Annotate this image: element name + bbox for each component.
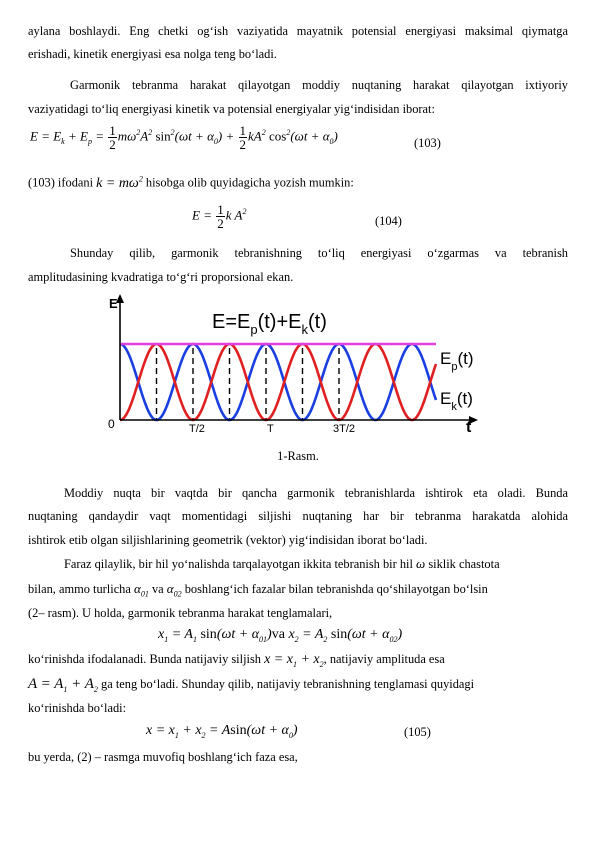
figure-title-formula: $E=E_p(t)+E_k(t)$ (212, 311, 327, 337)
equation-103-number: (103) (414, 136, 441, 150)
origin-label: 0 (108, 417, 115, 431)
text-line-11: Faraz qilaylik, bir hil yo‘nalishda tarqalayotgan ikkita tebranish bir hil ω siklik chastota (64, 556, 500, 571)
text-line-1: aylana boshlaydi. Eng chetki og‘ish vaziyatida mayatnik potensial energiyasi maksimal qiymatga (28, 24, 568, 38)
ep-curve (120, 344, 436, 420)
y-axis-label: E (109, 296, 118, 311)
text-line-12: bilan, ammo turlicha $\alpha_{01}$ va $\alpha_{02}$ boshlang‘ich fazalar bilan tebranishda qo‘shilayotgan bo‘lsin (28, 581, 488, 599)
equation-105: $x = x_1 + x_2 = Asin(\omega t + \alpha_0)$ (146, 723, 298, 740)
equation-103: $E = E_k + E_p$ = $\frac{1}{2}$ $m\omega^2A^2$ $\sin^2(\omega t + \alpha_0)$ + $\frac{1}{2}$ $kA^2$ $\cos^2(\omega t + \alpha_0)$ (30, 123, 338, 152)
text-line-4: vaziyatidagi to‘liq energiyasi kinetik va potensial energiyalar yig‘indisidan iborat: (28, 102, 435, 116)
equation-104-number: (104) (375, 214, 402, 228)
equation-x1-x2: $x_1 = A_1$ $\sin(\omega t + \alpha_{01})va$ $x_2 = A_2$ $\sin(\omega t + \alpha_{02})$ (158, 627, 403, 644)
energy-figure (106, 292, 486, 432)
tick-label-three-half-period: 3T/2 (333, 423, 356, 432)
text-line-3: Garmonik tebranma harakat qilayotgan moddiy nuqtaning harakat qilayotgan ixtiyoriy (70, 78, 568, 92)
text-line-14: ko‘rinishda ifodalanadi. Bunda natijaviy siljish $x = x_1 + x_2$, natijaviy amplituda esa (28, 652, 445, 669)
tick-label-period: T (267, 423, 274, 432)
text-line-13: (2– rasm). U holda, garmonik tebranma harakat tenglamalari, (28, 606, 333, 620)
text-line-8: Moddiy nuqta bir vaqtda bir qancha garmonik tebranishlarda ishtirok eta oladi. Bunda (64, 486, 568, 500)
equation-105-number: (105) (404, 725, 431, 739)
legend-ek: $E_k(t)$ (440, 389, 473, 413)
text-line-2: erishadi, kinetik energiyasi esa nolga teng bo‘ladi. (28, 47, 277, 61)
text-line-15: $A = A_1 + A_2$ ga teng bo‘ladi. Shunday qilib, natijaviy tebranishning tenglamasi quyidagi (28, 676, 475, 694)
text-line-17: bu yerda, (2) – rasmga muvofiq boshlang‘ich faza esa, (28, 750, 298, 764)
ek-curve (120, 344, 436, 420)
text-line-16: ko‘rinishda bo‘ladi: (28, 701, 127, 715)
text-line-6: Shunday qilib, garmonik tebranishning to‘liq energiyasi o‘zgarmas va tebranish (70, 246, 568, 260)
tick-label-half-period: T/2 (189, 423, 205, 432)
text-line-9: nuqtaning qandaydir vaqt momentidagi siljishi nuqtaning har bir tebranma harakatda alohida (28, 509, 568, 523)
equation-104: E = $\frac{1}{2}$ k $A^2$ (192, 202, 247, 231)
legend-ep: $E_p(t)$ (440, 349, 474, 373)
text-line-10: ishtirok etib olgan siljishlarining geometrik (vektor) yig‘indisidan iborat bo‘ladi. (28, 533, 428, 547)
text-line-7: amplitudasining kvadratiga to‘g‘ri proporsional ekan. (28, 270, 294, 284)
energy-curves (120, 344, 436, 420)
text-line-5: (103) ifodani $k = m\omega^2$ hisobga olib quyidagicha yozish mumkin: (28, 174, 354, 191)
figure-caption: 1-Rasm. (277, 449, 319, 463)
x-axis-label: t (466, 419, 472, 432)
